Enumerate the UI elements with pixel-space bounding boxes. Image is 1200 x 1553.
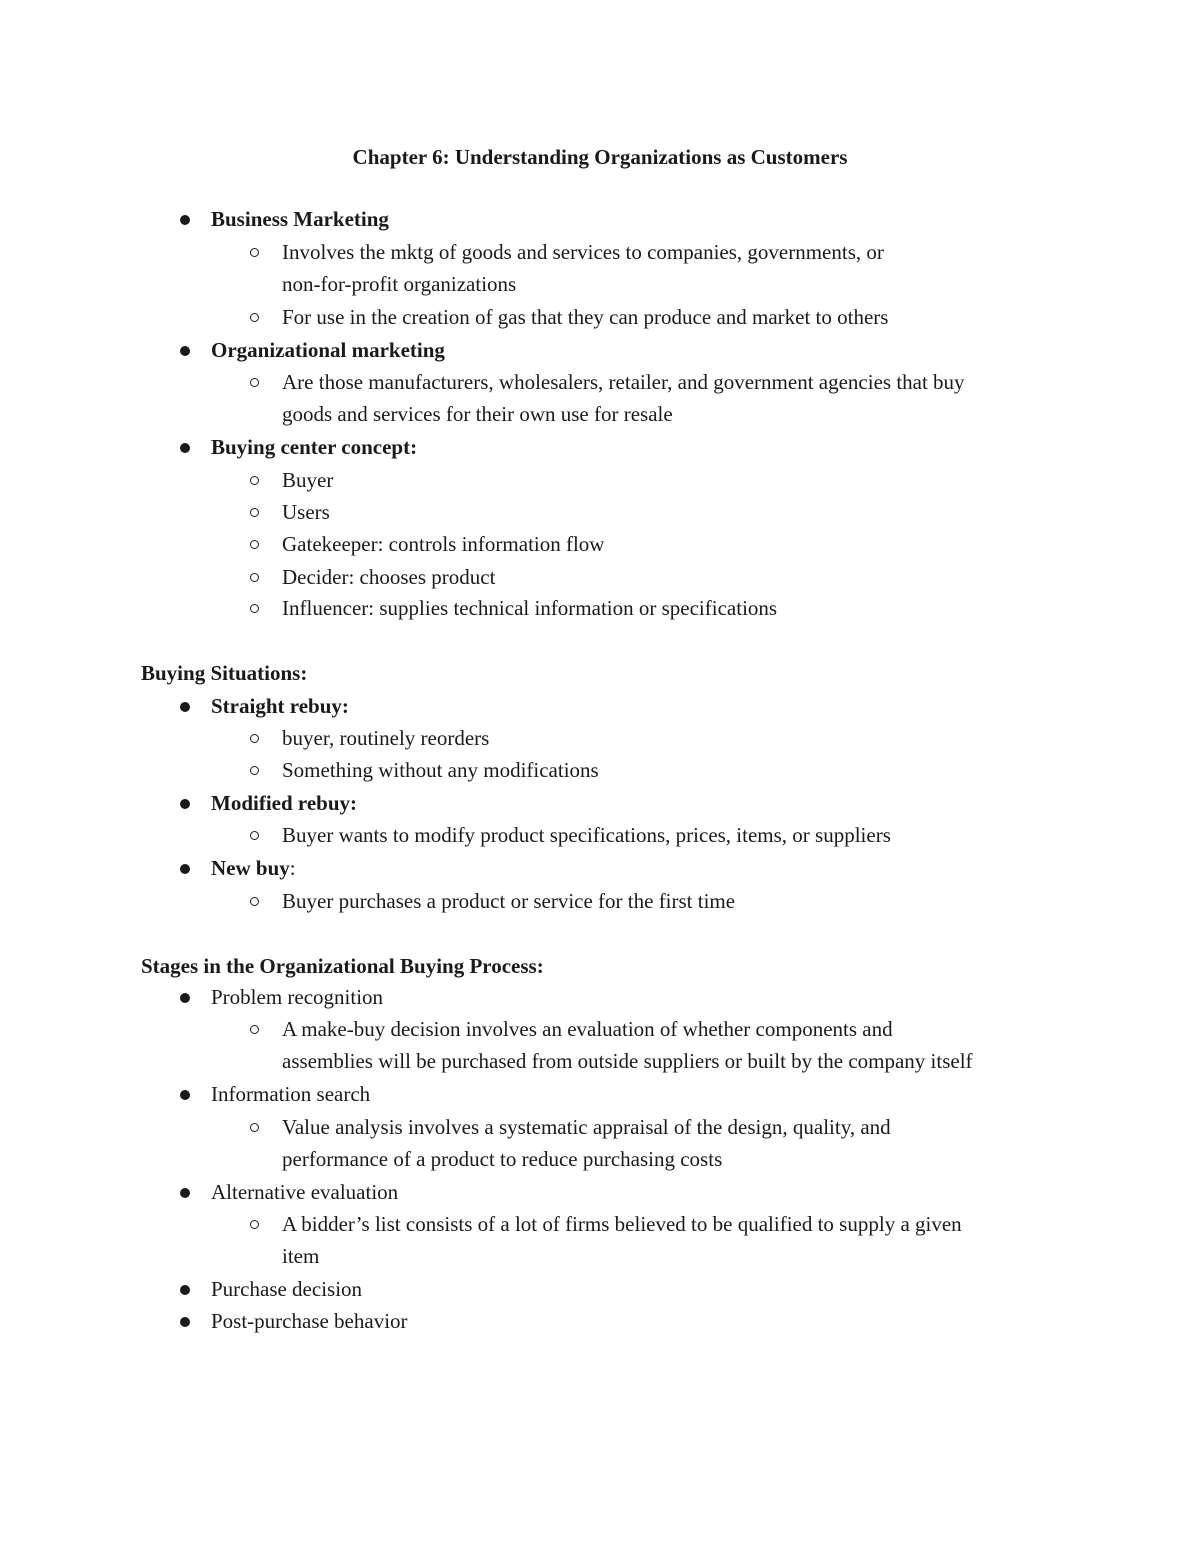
section3-sub-text-cont: item bbox=[282, 1244, 320, 1268]
section2-item-straight-rebuy: Straight rebuy: bbox=[211, 694, 349, 718]
section1-sub-text: Decider: chooses product bbox=[282, 565, 496, 589]
new-buy-suffix: : bbox=[289, 856, 296, 880]
sub-bullet-icon bbox=[250, 1025, 259, 1034]
bullet-icon bbox=[180, 1317, 190, 1327]
sub-bullet-icon bbox=[250, 573, 259, 582]
section2-sub-text: Something without any modifications bbox=[282, 758, 599, 782]
sub-bullet-icon bbox=[250, 1220, 259, 1229]
section1-sub-text-cont: non-for-profit organizations bbox=[282, 272, 517, 296]
section2-heading: Buying Situations: bbox=[141, 661, 308, 685]
section3-sub-text: A bidder’s list consists of a lot of firms believed to be qualified to supply a given bbox=[282, 1212, 962, 1236]
section1-item-business-marketing: Business Marketing bbox=[211, 207, 389, 231]
bullet-icon bbox=[180, 1188, 190, 1198]
sub-bullet-icon bbox=[250, 734, 259, 743]
section2-sub-text: buyer, routinely reorders bbox=[282, 726, 490, 750]
section1-sub-text: Involves the mktg of goods and services to companies, governments, or bbox=[282, 240, 884, 264]
sub-bullet-icon bbox=[250, 604, 259, 613]
bullet-icon bbox=[180, 864, 190, 874]
section1-sub-text: Users bbox=[282, 500, 330, 524]
section3-heading: Stages in the Organizational Buying Process: bbox=[141, 954, 544, 978]
section1-sub-text: For use in the creation of gas that they can produce and market to others bbox=[282, 305, 889, 329]
section1-sub-text: Influencer: supplies technical information or specifications bbox=[282, 596, 778, 620]
section1-sub-text: Buyer bbox=[282, 468, 334, 492]
bullet-icon bbox=[180, 1285, 190, 1295]
page-title: Chapter 6: Understanding Organizations as Customers bbox=[352, 145, 848, 169]
section2-item-modified-rebuy: Modified rebuy: bbox=[211, 791, 358, 815]
bullet-icon bbox=[180, 215, 190, 225]
sub-bullet-icon bbox=[250, 378, 259, 387]
section1-sub-text-cont: goods and services for their own use for resale bbox=[282, 402, 673, 426]
sub-bullet-icon bbox=[250, 897, 259, 906]
sub-bullet-icon bbox=[250, 766, 259, 775]
section3-item-post-purchase: Post-purchase behavior bbox=[211, 1309, 408, 1333]
bullet-icon bbox=[180, 799, 190, 809]
section2-sub-text: Buyer wants to modify product specifications, prices, items, or suppliers bbox=[282, 823, 891, 847]
bullet-icon bbox=[180, 993, 190, 1003]
bullet-icon bbox=[180, 346, 190, 356]
bullet-icon bbox=[180, 443, 190, 453]
sub-bullet-icon bbox=[250, 508, 259, 517]
section1-item-buying-center: Buying center concept: bbox=[211, 435, 418, 459]
section2-sub-text: Buyer purchases a product or service for the first time bbox=[282, 889, 736, 913]
new-buy-label: New buy bbox=[211, 856, 290, 880]
sub-bullet-icon bbox=[250, 1123, 259, 1132]
bullet-icon bbox=[180, 702, 190, 712]
sub-bullet-icon bbox=[250, 831, 259, 840]
sub-bullet-icon bbox=[250, 540, 259, 549]
section3-item-purchase-decision: Purchase decision bbox=[211, 1277, 363, 1301]
section3-sub-text: A make-buy decision involves an evaluation of whether components and bbox=[282, 1017, 893, 1041]
section3-item-alternative-evaluation: Alternative evaluation bbox=[211, 1180, 399, 1204]
section3-sub-text: Value analysis involves a systematic appraisal of the design, quality, and bbox=[282, 1115, 891, 1139]
section2-item-new-buy bbox=[211, 854, 296, 882]
sub-bullet-icon bbox=[250, 313, 259, 322]
section1-item-organizational-marketing: Organizational marketing bbox=[211, 338, 445, 362]
section1-sub-text: Are those manufacturers, wholesalers, retailer, and government agencies that buy bbox=[282, 370, 965, 394]
section3-item-information-search: Information search bbox=[211, 1082, 371, 1106]
section3-sub-text-cont: assemblies will be purchased from outside suppliers or built by the company itself bbox=[282, 1049, 973, 1073]
section1-sub-text: Gatekeeper: controls information flow bbox=[282, 532, 605, 556]
section3-sub-text-cont: performance of a product to reduce purchasing costs bbox=[282, 1147, 723, 1171]
sub-bullet-icon bbox=[250, 248, 259, 257]
section3-item-problem-recognition: Problem recognition bbox=[211, 985, 384, 1009]
bullet-icon bbox=[180, 1090, 190, 1100]
sub-bullet-icon bbox=[250, 476, 259, 485]
